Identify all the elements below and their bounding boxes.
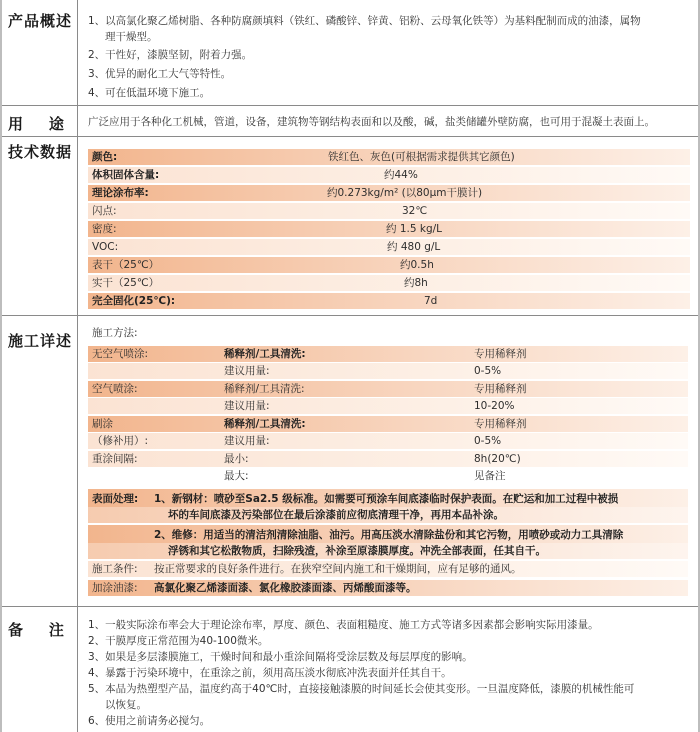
topcoat-label: 加涂油漆: <box>92 582 138 594</box>
usage-section <box>2 106 698 136</box>
interval-row-band <box>88 451 688 467</box>
method-brush-note: （修补用）: <box>92 435 149 447</box>
tech-label-coverage: 理论涂布率: <box>92 187 149 199</box>
method-row-band <box>88 381 688 397</box>
tech-row-band <box>88 275 690 291</box>
tech-value-flash: 32℃ <box>402 205 428 217</box>
note-5: 5、本品为热塑型产品，温度约高于40℃时，直接接触漆膜的时间延长会使其变形。一旦温度降低，漆膜的机械性能可 <box>88 683 635 695</box>
surface-item-1-line-2: 坏的车间底漆及污染部位在最后涂漆前应彻底清理干净，再用本品补涂。 <box>168 509 504 521</box>
overview-line-2: 2、干性好，漆膜坚韧，附着力强。 <box>88 49 253 61</box>
note-1: 1、一般实际涂布率会大于理论涂布率，厚度、颜色、表面粗糙度、施工方式等诸多因素都会影响实际用漆量。 <box>88 619 599 631</box>
topcoat-text: 高氯化聚乙烯漆面漆、氯化橡胶漆面漆、丙烯酸面漆等。 <box>154 582 417 594</box>
note-5b: 以恢复。 <box>105 699 147 711</box>
construction-section <box>2 316 698 606</box>
usage-title: 用 途 <box>8 115 65 133</box>
overview-title: 产品概述 <box>8 12 73 30</box>
column-divider <box>77 316 78 606</box>
tech-value-density: 约 1.5 kg/L <box>386 223 443 235</box>
construction-title: 施工详述 <box>8 332 73 350</box>
thinner-value: 专用稀释剂 <box>474 348 527 360</box>
method-row-band <box>88 398 688 414</box>
dosage-label: 建议用量: <box>224 435 270 447</box>
method-row-band <box>88 346 688 362</box>
tech-label-color: 颜色: <box>92 151 118 163</box>
column-divider <box>77 137 78 315</box>
overview-section <box>2 0 698 105</box>
surface-item-1-line-1: 1、新钢材：喷砂至Sa2.5 级标准。如需要可预涂车间底漆临时保护表面。在贮运和加工过程中被损 <box>154 493 619 505</box>
tech-label-touch-dry: 表干（25℃） <box>92 259 160 271</box>
interval-min-label: 最小: <box>224 453 249 465</box>
interval-max-value: 见备注 <box>474 470 506 482</box>
method-row-band <box>88 433 688 449</box>
tech-value-touch-dry: 约0.5h <box>400 259 434 271</box>
surface-treatment-label: 表面处理: <box>92 493 139 505</box>
tech-label-full-cure: 完全固化(25℃): <box>92 295 176 307</box>
overview-line-1: 1、以高氯化聚乙烯树脂、各种防腐颜填料（铁红、磷酸锌、锌黄、铝粉、云母氧化铁等）为基料配制而成的油漆，属物 <box>88 15 641 27</box>
interval-max-label: 最大: <box>224 470 249 482</box>
method-row-band <box>88 416 688 432</box>
tech-data-section <box>2 137 698 315</box>
dosage-value: 0-5% <box>474 435 502 447</box>
method-brush: 刷涂 <box>92 418 113 430</box>
usage-text: 广泛应用于各种化工机械，管道，设备，建筑物等钢结构表面和以及酸，碱，盐类储罐外壁防腐，也可用于混凝土表面上。 <box>88 116 655 128</box>
note-2: 2、干膜厚度正常范围为40-100微米。 <box>88 635 269 647</box>
tech-value-hard-dry: 约8h <box>404 277 428 289</box>
tech-value-full-cure: 7d <box>424 295 438 307</box>
dosage-value: 10-20% <box>474 400 515 412</box>
tech-row-band <box>88 203 690 219</box>
tech-value-color: 铁红色、灰色(可根据需求提供其它颜色) <box>328 151 515 163</box>
tech-label-solids: 体积固体含量: <box>92 169 160 181</box>
interval-min-value: 8h(20℃) <box>474 453 521 465</box>
tech-label-density: 密度: <box>92 223 117 235</box>
thinner-label: 稀释剂/工具清洗: <box>224 348 306 360</box>
method-row-band <box>88 363 688 379</box>
thinner-value: 专用稀释剂 <box>474 383 527 395</box>
method-label: 施工方法: <box>92 327 138 339</box>
surface-item-2-line-1: 2、维修：用适当的清洁剂清除油脂、油污。用高压淡水清除盐份和其它污物，用喷砂或动力工具清除 <box>154 529 624 541</box>
tech-value-coverage: 约0.273kg/m² (以80μm干膜计) <box>327 187 483 199</box>
thinner-value: 专用稀释剂 <box>474 418 527 430</box>
note-3: 3、如果是多层漆膜施工，干燥时间和最小重涂间隔将受涂层数及每层厚度的影响。 <box>88 651 473 663</box>
notes-section <box>2 607 698 732</box>
recoat-interval-label: 重涂间隔: <box>92 453 138 465</box>
tech-label-flash: 闪点: <box>92 205 117 217</box>
tech-data-title: 技术数据 <box>8 143 73 161</box>
dosage-label: 建议用量: <box>224 400 270 412</box>
tech-value-solids: 约44% <box>384 169 418 181</box>
conditions-label: 施工条件: <box>92 563 138 575</box>
thinner-label: 稀释剂/工具清洗: <box>224 418 306 430</box>
notes-title: 备 注 <box>8 621 65 639</box>
tech-value-voc: 约 480 g/L <box>387 241 441 253</box>
note-4: 4、暴露于污染环境中，在重涂之前，须用高压淡水彻底冲洗表面并任其自干。 <box>88 667 452 679</box>
note-6: 6、使用之前请务必搅匀。 <box>88 715 211 727</box>
tech-row-band <box>88 257 690 273</box>
method-airless: 无空气喷涂: <box>92 348 149 360</box>
tech-row-band <box>88 293 690 309</box>
overview-line-4: 4、可在低温环境下施工。 <box>88 87 211 99</box>
tech-label-voc: VOC: <box>92 241 119 253</box>
surface-item-2-line-2: 浮锈和其它松散物质，扫除残渣，补涂至原漆膜厚度。冲洗全部表面，任其自干。 <box>168 545 546 557</box>
method-air-spray: 空气喷涂: <box>92 383 138 395</box>
conditions-text: 按正常要求的良好条件进行。在狭窄空间内施工和干燥期间，应有足够的通风。 <box>154 563 522 575</box>
dosage-value: 0-5% <box>474 365 502 377</box>
tech-label-hard-dry: 实干（25℃） <box>92 277 160 289</box>
overview-line-1b: 理干燥型。 <box>105 31 158 43</box>
overview-line-3: 3、优异的耐化工大气等特性。 <box>88 68 232 80</box>
thinner-label: 稀释剂/工具清洗: <box>224 383 305 395</box>
dosage-label: 建议用量: <box>224 365 270 377</box>
